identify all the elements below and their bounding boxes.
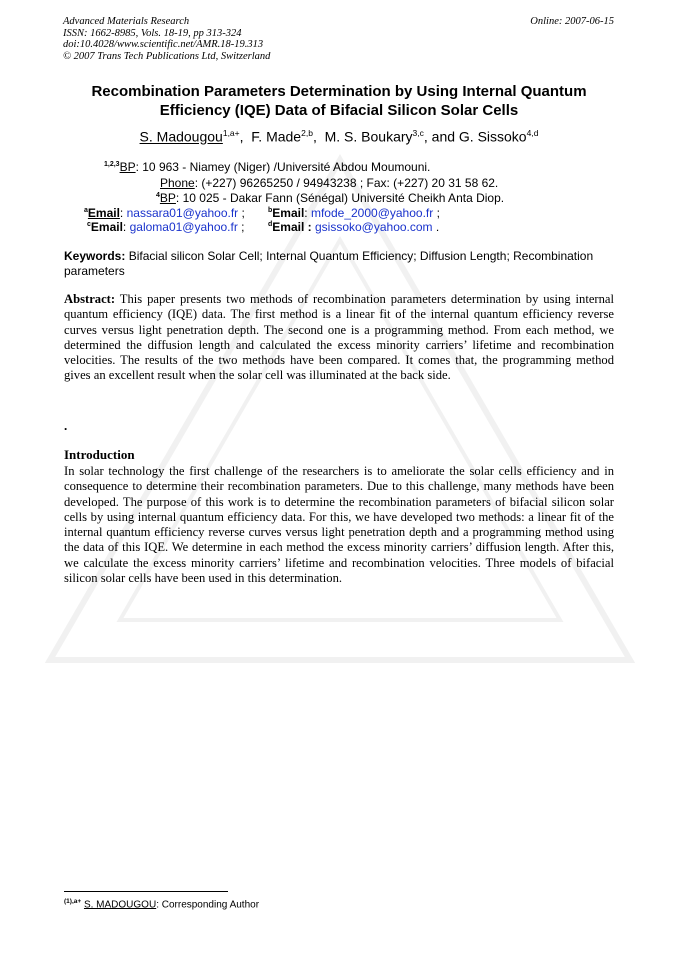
- paper-title: [40, 82, 638, 120]
- email-d-label: Email :: [272, 220, 312, 234]
- email-c-label: Email: [90, 220, 123, 234]
- phone-fax-text: : (+227) 96265250 / 94943238 ; Fax: (+227) 20 31 58 62.: [194, 176, 499, 190]
- affiliation-1-text: : 10 963 - Niamey (Niger) /Université Abdou Moumouni.: [135, 160, 431, 174]
- journal-name: Advanced Materials Research: [63, 16, 190, 27]
- author-3-sup: 3,c: [412, 128, 424, 138]
- footnote-sup: (1),a+: [64, 898, 82, 905]
- author-2-name: F. Made: [251, 128, 302, 145]
- email-line-1b: $^b$Email: mfode_2000@yahoo.fr ;: [268, 206, 440, 220]
- issn-line: ISSN: 1662-8985, Vols. 18-19, pp 313-324: [63, 27, 242, 39]
- author-4-name: G. Sissoko: [458, 128, 527, 145]
- footnote-name: S. MADOUGOU: [83, 899, 157, 911]
- email-c-address[interactable]: galoma01@yahoo.fr: [129, 220, 238, 234]
- affiliation-3-text: : 10 025 - Dakar Fann (Sénégal) Université Cheikh Anta Diop.: [175, 191, 505, 205]
- phone-label: Phone: [160, 176, 195, 190]
- author-4-sup: 4,d: [526, 128, 539, 138]
- online-date: Online: 2007-06-15: [530, 16, 614, 27]
- keywords-block: [64, 249, 614, 279]
- author-1-name: S. Madougou: [139, 128, 223, 145]
- email-a-label: Email: [87, 206, 120, 220]
- footnote-text: : Corresponding Author: [156, 899, 260, 911]
- email-d-sup: d: [268, 221, 273, 228]
- abstract-text: This paper presents two methods of recombination parameters determination by using internal quantum efficiency (IQE) data. The first method is a linear fit of the internal quantum efficiency reverse curves versus light penetration depth. The second one is a programming method. From each method, we determined the diffusion length and calculated the excess minority carriers’ lifetime and recombination velocities. The results of the two methods have been compared. It comes that, the programming method gives an excellent result when the solar cell was illuminated at the back side.: [64, 292, 614, 383]
- introduction-text: In solar technology the first challenge of the researchers is to ameliorate the solar cells efficiency and in consequence to determine their recombination parameters. Due to this challenge, many methods have been developed. The purpose of this work is to determine the recombination parameters of bifacial silicon solar cells by using internal quantum efficiency data. For this, we have developed two methods: a linear fit of the internal quantum efficiency reverse curves versus light penetration depth and a programming method using the data of this IQE. We determine in each method the excess minority carriers’ diffusion length. After this, we calculate the excess minority carriers’ lifetime and recombination velocities. Three models of bifacial silicon solar cells have been used in this determination.: [64, 464, 614, 586]
- journal-header: [63, 16, 270, 62]
- email-b-address[interactable]: mfode_2000@yahoo.fr: [310, 206, 434, 220]
- email-b-sup: b: [268, 207, 273, 214]
- footnote: [64, 898, 259, 910]
- affiliation-line-2: [160, 176, 498, 190]
- author-and: , and: [423, 128, 459, 145]
- email-a-sup: a: [84, 207, 88, 214]
- author-3-name: M. S. Boukary: [324, 128, 413, 145]
- author-2-sup: 2,b: [301, 128, 313, 138]
- author-1-sup: 1,a+: [222, 128, 240, 138]
- affiliation-1-sup: 1,2,3: [104, 161, 120, 168]
- keywords-label: Keywords:: [64, 249, 126, 263]
- affiliation-line-1: [104, 160, 430, 174]
- author-list: S. Madougou$^{1,a+}$, F. Made$^{2,b}$, M. S. Boukary$^{3,c}$, and G. Sissoko$^{4,d}$: [139, 128, 539, 145]
- copyright-line: © 2007 Trans Tech Publications Ltd, Switzerland: [63, 50, 271, 62]
- introduction-heading: Introduction: [64, 447, 135, 462]
- email-line-2b: $^d$Email : gsissoko@yahoo.com .: [268, 220, 440, 234]
- email-b-label: Email: [272, 206, 305, 220]
- separator-dot: .: [64, 418, 68, 433]
- affiliation-3-sup: 4: [156, 192, 160, 199]
- email-line-1: $^a$Email: nassara01@yahoo.fr ;: [84, 206, 245, 220]
- affiliation-1-bp: BP: [119, 160, 136, 174]
- email-a-address[interactable]: nassara01@yahoo.fr: [126, 206, 239, 220]
- title-line-1: Recombination Parameters Determination by Using Internal Quantum: [91, 83, 587, 100]
- keywords-text: Bifacial silicon Solar Cell; Internal Quantum Efficiency; Diffusion Length; Recombination parameters: [64, 249, 594, 278]
- email-d-address[interactable]: gsissoko@yahoo.com: [314, 220, 433, 234]
- abstract-block: [64, 292, 614, 384]
- abstract-label: Abstract:: [64, 292, 116, 306]
- title-line-2: Efficiency (IQE) Data of Bifacial Silicon Solar Cells: [159, 102, 519, 119]
- email-line-2: $^c$Email: galoma01@yahoo.fr ;: [87, 220, 245, 234]
- doi-line: doi:10.4028/www.scientific.net/AMR.18-19.313: [63, 39, 264, 50]
- affiliation-line-3: [156, 191, 504, 205]
- affiliation-3-bp: BP: [159, 191, 176, 205]
- footnote-divider: [64, 891, 228, 892]
- email-c-sup: c: [87, 221, 91, 228]
